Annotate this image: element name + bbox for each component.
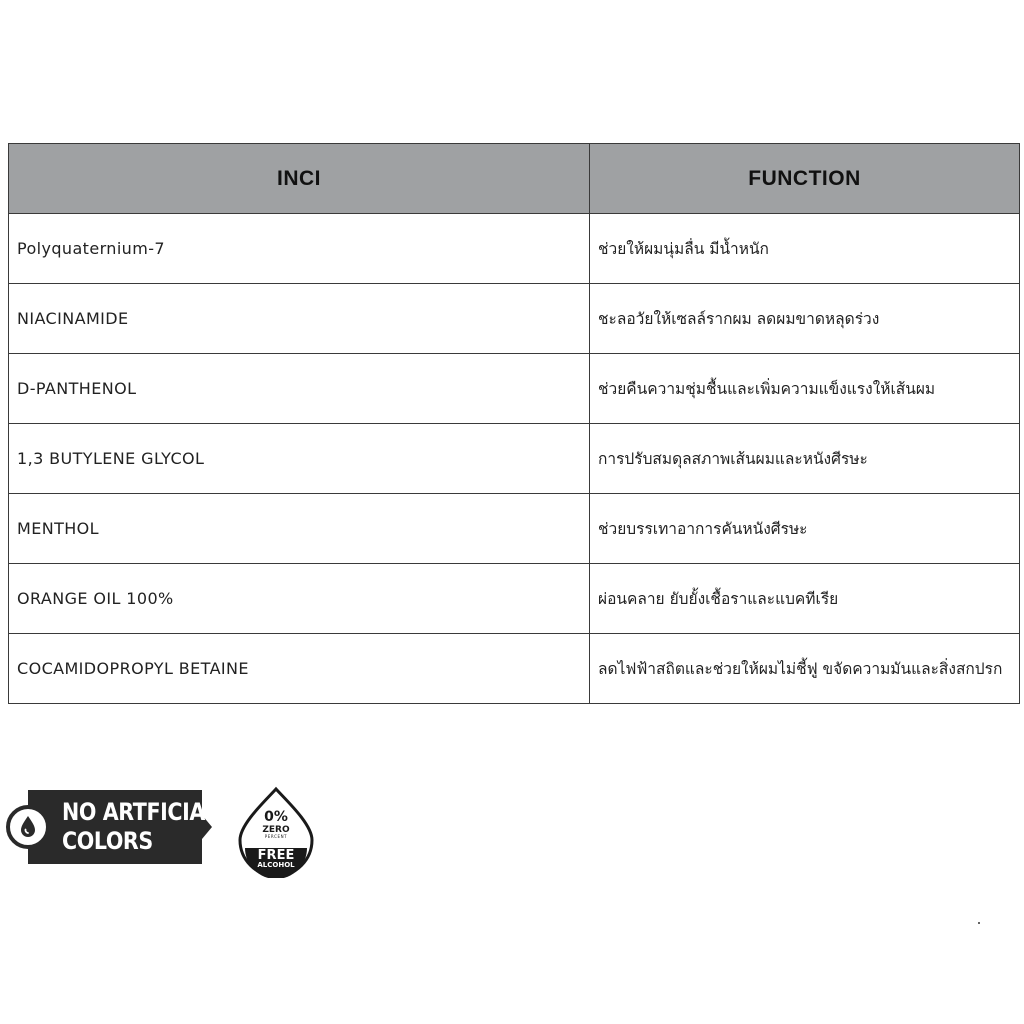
function-cell: ชะลอวัยให้เซลล์รากผม ลดผมขาดหลุดร่วง [590,284,1020,354]
ingredients-table [8,143,1020,704]
alcohol-text: ALCOHOL [257,861,295,869]
table-row [9,284,1020,354]
table-row [9,214,1020,284]
alcohol-free-badge [236,786,316,878]
badge-line-2: COLORS [62,827,153,855]
header-function: FUNCTION [590,144,1020,214]
badge-line-1: NO ARTFICIAL [62,798,218,826]
table-row [9,564,1020,634]
table-row [9,634,1020,704]
inci-cell: 1,3 BUTYLENE GLYCOL [9,424,590,494]
no-artificial-colors-badge [6,790,218,866]
function-cell: ช่วยคืนความชุ่มชื้นและเพิ่มความแข็งแรงให้เส้นผม [590,354,1020,424]
table-row [9,494,1020,564]
inci-cell: D-PANTHENOL [9,354,590,424]
table-row [9,354,1020,424]
inci-cell: NIACINAMIDE [9,284,590,354]
inci-cell: COCAMIDOPROPYL BETAINE [9,634,590,704]
inci-cell: ORANGE OIL 100% [9,564,590,634]
zero-percent-text: 0% [264,809,288,825]
percent-word-text: PERCENT [264,834,288,839]
inci-cell: Polyquaternium-7 [9,214,590,284]
header-inci: INCI [9,144,590,214]
table-header-row [9,144,1020,214]
function-cell: ผ่อนคลาย ยับยั้งเชื้อราและแบคทีเรีย [590,564,1020,634]
free-text: FREE [257,848,295,863]
function-cell: ช่วยบรรเทาอาการคันหนังศีรษะ [590,494,1020,564]
function-cell: การปรับสมดุลสภาพเส้นผมและหนังศีรษะ [590,424,1020,494]
drop-icon [6,805,50,849]
function-cell: ลดไฟฟ้าสถิตและช่วยให้ผมไม่ชี้ฟู ขจัดความมันและสิ่งสกปรก [590,634,1020,704]
badge-text [62,798,218,856]
zero-word-text: ZERO [262,825,290,835]
dot-mark [978,922,980,924]
inci-cell: MENTHOL [9,494,590,564]
function-cell: ช่วยให้ผมนุ่มลื่น มีน้ำหนัก [590,214,1020,284]
drop-outline-icon [236,786,316,878]
table-row [9,424,1020,494]
